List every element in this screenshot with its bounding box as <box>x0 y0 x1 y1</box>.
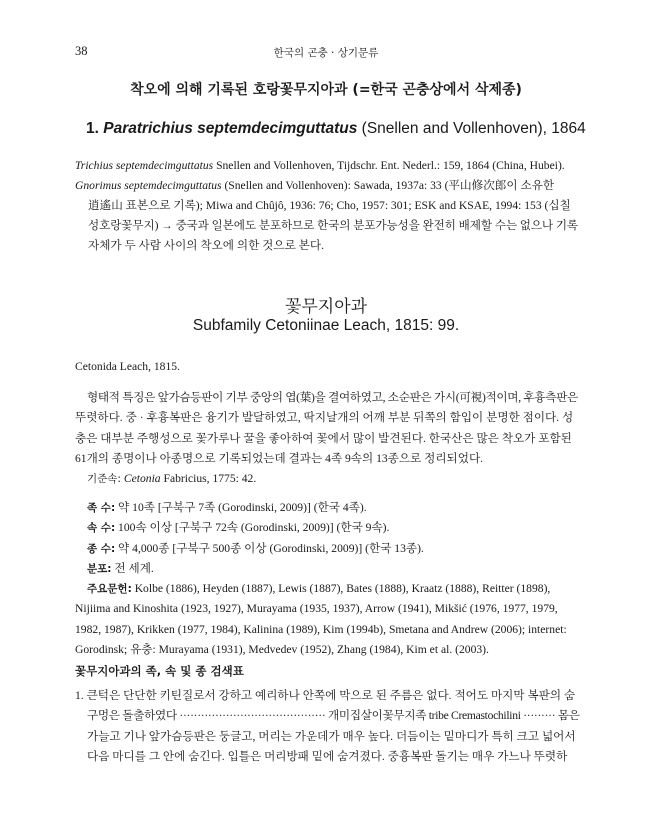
reference-line <box>75 176 580 196</box>
key-line: 다음 마디를 그 안에 숨긴다. 입틀은 머리방패 밑에 숨겨졌다. 중흉복판 돌기는 매우 가느나 뚜렷하 <box>87 749 568 763</box>
stat-value: 전 세계. <box>114 561 154 575</box>
synonym-name: Trichius septemdecimguttatus <box>75 159 214 172</box>
running-title: 한국의 곤충 · 상기문류 <box>273 47 379 59</box>
species-authority: (Snellen and Vollenhoven), 1864 <box>361 120 586 137</box>
stat-label: 족 수: <box>87 502 116 514</box>
reference-text: Snellen and Vollenhoven, Tijdschr. Ent. Nederl.: 159, 1864 (China, Hubei). <box>216 159 565 172</box>
key-text: 몸은 <box>557 709 580 723</box>
stat-value: 약 10족 [구북구 7족 (Gorodinski, 2009)] (한국 4족). <box>118 501 367 514</box>
subfamily-korean-title: 꽃무지아과 <box>284 297 368 317</box>
stat-literature <box>75 579 580 599</box>
key-leader-dots: ········································· <box>179 709 326 723</box>
species-scientific-name: Paratrichius septemdecimguttatus <box>103 120 358 137</box>
type-genus <box>75 469 580 489</box>
reference-line: 성호랑꽃무지) → 중국과 일본에도 분포하므로 한국의 분포가능성을 완전히 배제할 수는 없으나 기록 <box>88 219 579 232</box>
reference-line: 逍遙山 표본으로 기록); Miwa and Chûjô, 1936: 76; Cho, 1957: 301; ESK and KSAE, 1994: 153 (십칠 <box>88 199 571 212</box>
key-result: 개미집살이꽃무지족 tribe Cremastochilini <box>328 709 521 723</box>
stat-label: 분포: <box>87 562 112 575</box>
literature-line: 1982, 1987), Krikken (1977, 1984), Kalinina (1989), Kim (1994b), Smetana and Andrew (2006); internet: <box>75 622 567 636</box>
species-references <box>75 156 580 256</box>
subfamily-english-title: Subfamily Cetoniinae Leach, 1815: 99. <box>192 317 460 334</box>
stat-label: 속 수: <box>87 522 116 535</box>
species-heading <box>86 120 586 138</box>
stat-value: Kolbe (1886), Heyden (1887), Lewis (1887), Bates (1888), Kraatz (1888), Reitter (1898), <box>134 582 551 596</box>
description-line: 형태적 특징은 앞가슴등판이 기부 중앙의 엽(葉)을 결여하였고, 소순판은 가시(可視)적이며, 후흉측판은 <box>87 391 578 404</box>
subfamily-stats <box>75 498 580 660</box>
key-text: 구멍은 돌출하였다 <box>87 709 177 723</box>
stat-value: 100속 이상 [구북구 72속 (Gorodinski, 2009)] (한국 9속). <box>118 521 390 535</box>
stat-tribes <box>75 498 580 518</box>
key-couplet-number: 1. <box>75 689 84 702</box>
key-line: 가늘고 기나 앞가슴등판은 둥글고, 머리는 가운데가 매우 높다. 더듬이는 밑마디가 특히 크고 넓어서 <box>87 729 576 743</box>
reference-text: (Snellen and Vollenhoven): Sawada, 1937a: 33 (平山修次郎이 소유한 <box>224 179 555 192</box>
key-title: 꽃무지아과의 족, 속 및 종 검색표 <box>75 664 244 678</box>
reference-line: 자체가 두 사람 사이의 착오에 의한 것으로 본다. <box>88 239 324 252</box>
species-number: 1. <box>86 120 99 137</box>
key-line <box>75 706 580 726</box>
stat-label: 종 수: <box>87 542 116 555</box>
type-genus-name: Cetonia <box>123 472 161 486</box>
stat-distribution <box>75 559 580 579</box>
identification-key <box>75 686 580 767</box>
description-paragraph <box>75 388 580 489</box>
type-genus-label: 기준속: <box>87 473 121 486</box>
literature-line: Gorodinsk; 유충: Murayama (1931), Medvedev (1952), Zhang (1984), Kim et al. (2003). <box>75 643 489 657</box>
synonym-name: Gnorimus septemdecimguttatus <box>75 179 222 192</box>
stat-value: 약 4,000종 [구북구 500종 이상 (Gorodinski, 2009)] (한국 13종). <box>118 541 424 555</box>
key-leader-dots: ········· <box>523 709 556 723</box>
literature-line: Nijiima and Kinoshita (1923, 1927), Murayama (1935, 1937), Arrow (1941), Mikšić (1976, 1977, 1979, <box>75 602 558 616</box>
stat-genera <box>75 518 580 538</box>
stat-label: 주요문헌: <box>87 583 132 596</box>
description-line: 충은 대부분 주행성으로 꽃가루나 꿀을 좋아하여 꽃에서 많이 발견된다. 한국산은 많은 착오가 포함된 <box>75 431 572 445</box>
stat-species <box>75 539 580 559</box>
description-line: 61개의 종명이나 아종명으로 기록되었는데 결과는 4족 9속의 13종으로 정리되었다. <box>75 451 484 465</box>
subfamily-synonym: Cetonida Leach, 1815. <box>75 360 180 373</box>
key-text: 큰턱은 단단한 키틴질로서 강하고 예리하나 안쪽에 막으로 된 주름은 없다. 적어도 마지막 복판의 숨 <box>86 689 576 702</box>
key-line <box>75 686 580 706</box>
section-title: 착오에 의해 기록된 호랑꽃무지아과 (=한국 곤충상에서 삭제종) <box>130 82 522 98</box>
page-number: 38 <box>75 44 88 58</box>
type-genus-authority: Fabricius, 1775: 42. <box>163 472 257 486</box>
reference-line <box>75 156 580 176</box>
description-line: 뚜렷하다. 중 · 후흉복판은 융기가 발달하였고, 딱지날개의 어깨 부분 뒤쪽의 함입이 분명한 점이다. 성 <box>75 411 574 425</box>
